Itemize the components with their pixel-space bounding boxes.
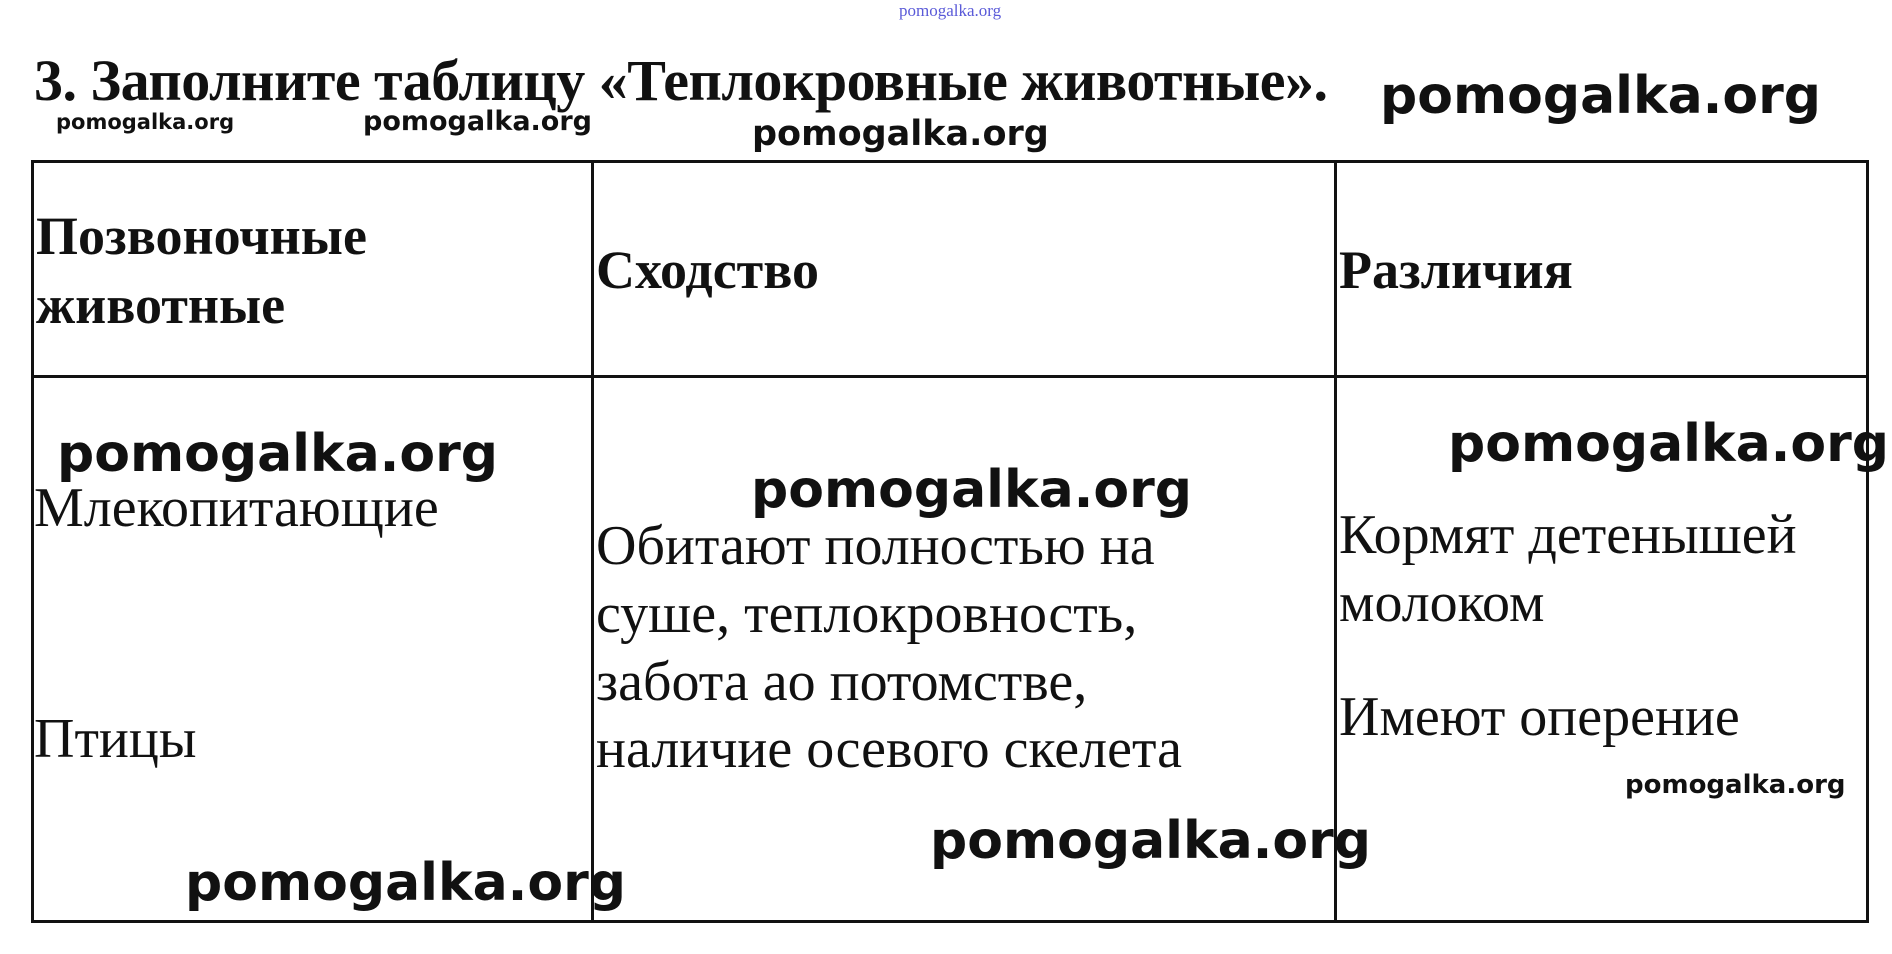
watermark: pomogalka.org xyxy=(1448,414,1890,474)
column-divider xyxy=(1334,163,1337,920)
watermark: pomogalka.org xyxy=(930,811,1372,871)
difference-mammals: Кормят детенышей молоком xyxy=(1339,504,1797,634)
watermark-top: pomogalka.org xyxy=(899,1,1002,20)
watermark: pomogalka.org xyxy=(363,106,592,137)
watermark: pomogalka.org xyxy=(751,460,1193,520)
watermark: pomogalka.org xyxy=(57,424,499,484)
watermark: pomogalka.org xyxy=(1625,770,1846,800)
group-mammals: Млекопитающие xyxy=(34,477,439,539)
column-divider xyxy=(591,163,594,920)
watermark: pomogalka.org xyxy=(752,114,1049,154)
header-vertebrates: Позвоночные животные xyxy=(36,206,367,336)
watermark: pomogalka.org xyxy=(185,853,627,913)
watermark: pomogalka.org xyxy=(56,110,235,134)
task-title: 3. Заполните таблицу «Теплокровные животные». xyxy=(34,48,1328,113)
header-divider xyxy=(34,375,1866,378)
difference-birds: Имеют оперение xyxy=(1339,686,1740,748)
group-birds: Птицы xyxy=(34,708,197,770)
similarity-text: Обитают полностью на суше, теплокровность, забота ао потомстве, наличие осевого скелета xyxy=(596,515,1182,781)
watermark: pomogalka.org xyxy=(1380,66,1822,126)
header-differences: Различия xyxy=(1339,240,1573,300)
header-similarity: Сходство xyxy=(596,240,819,300)
